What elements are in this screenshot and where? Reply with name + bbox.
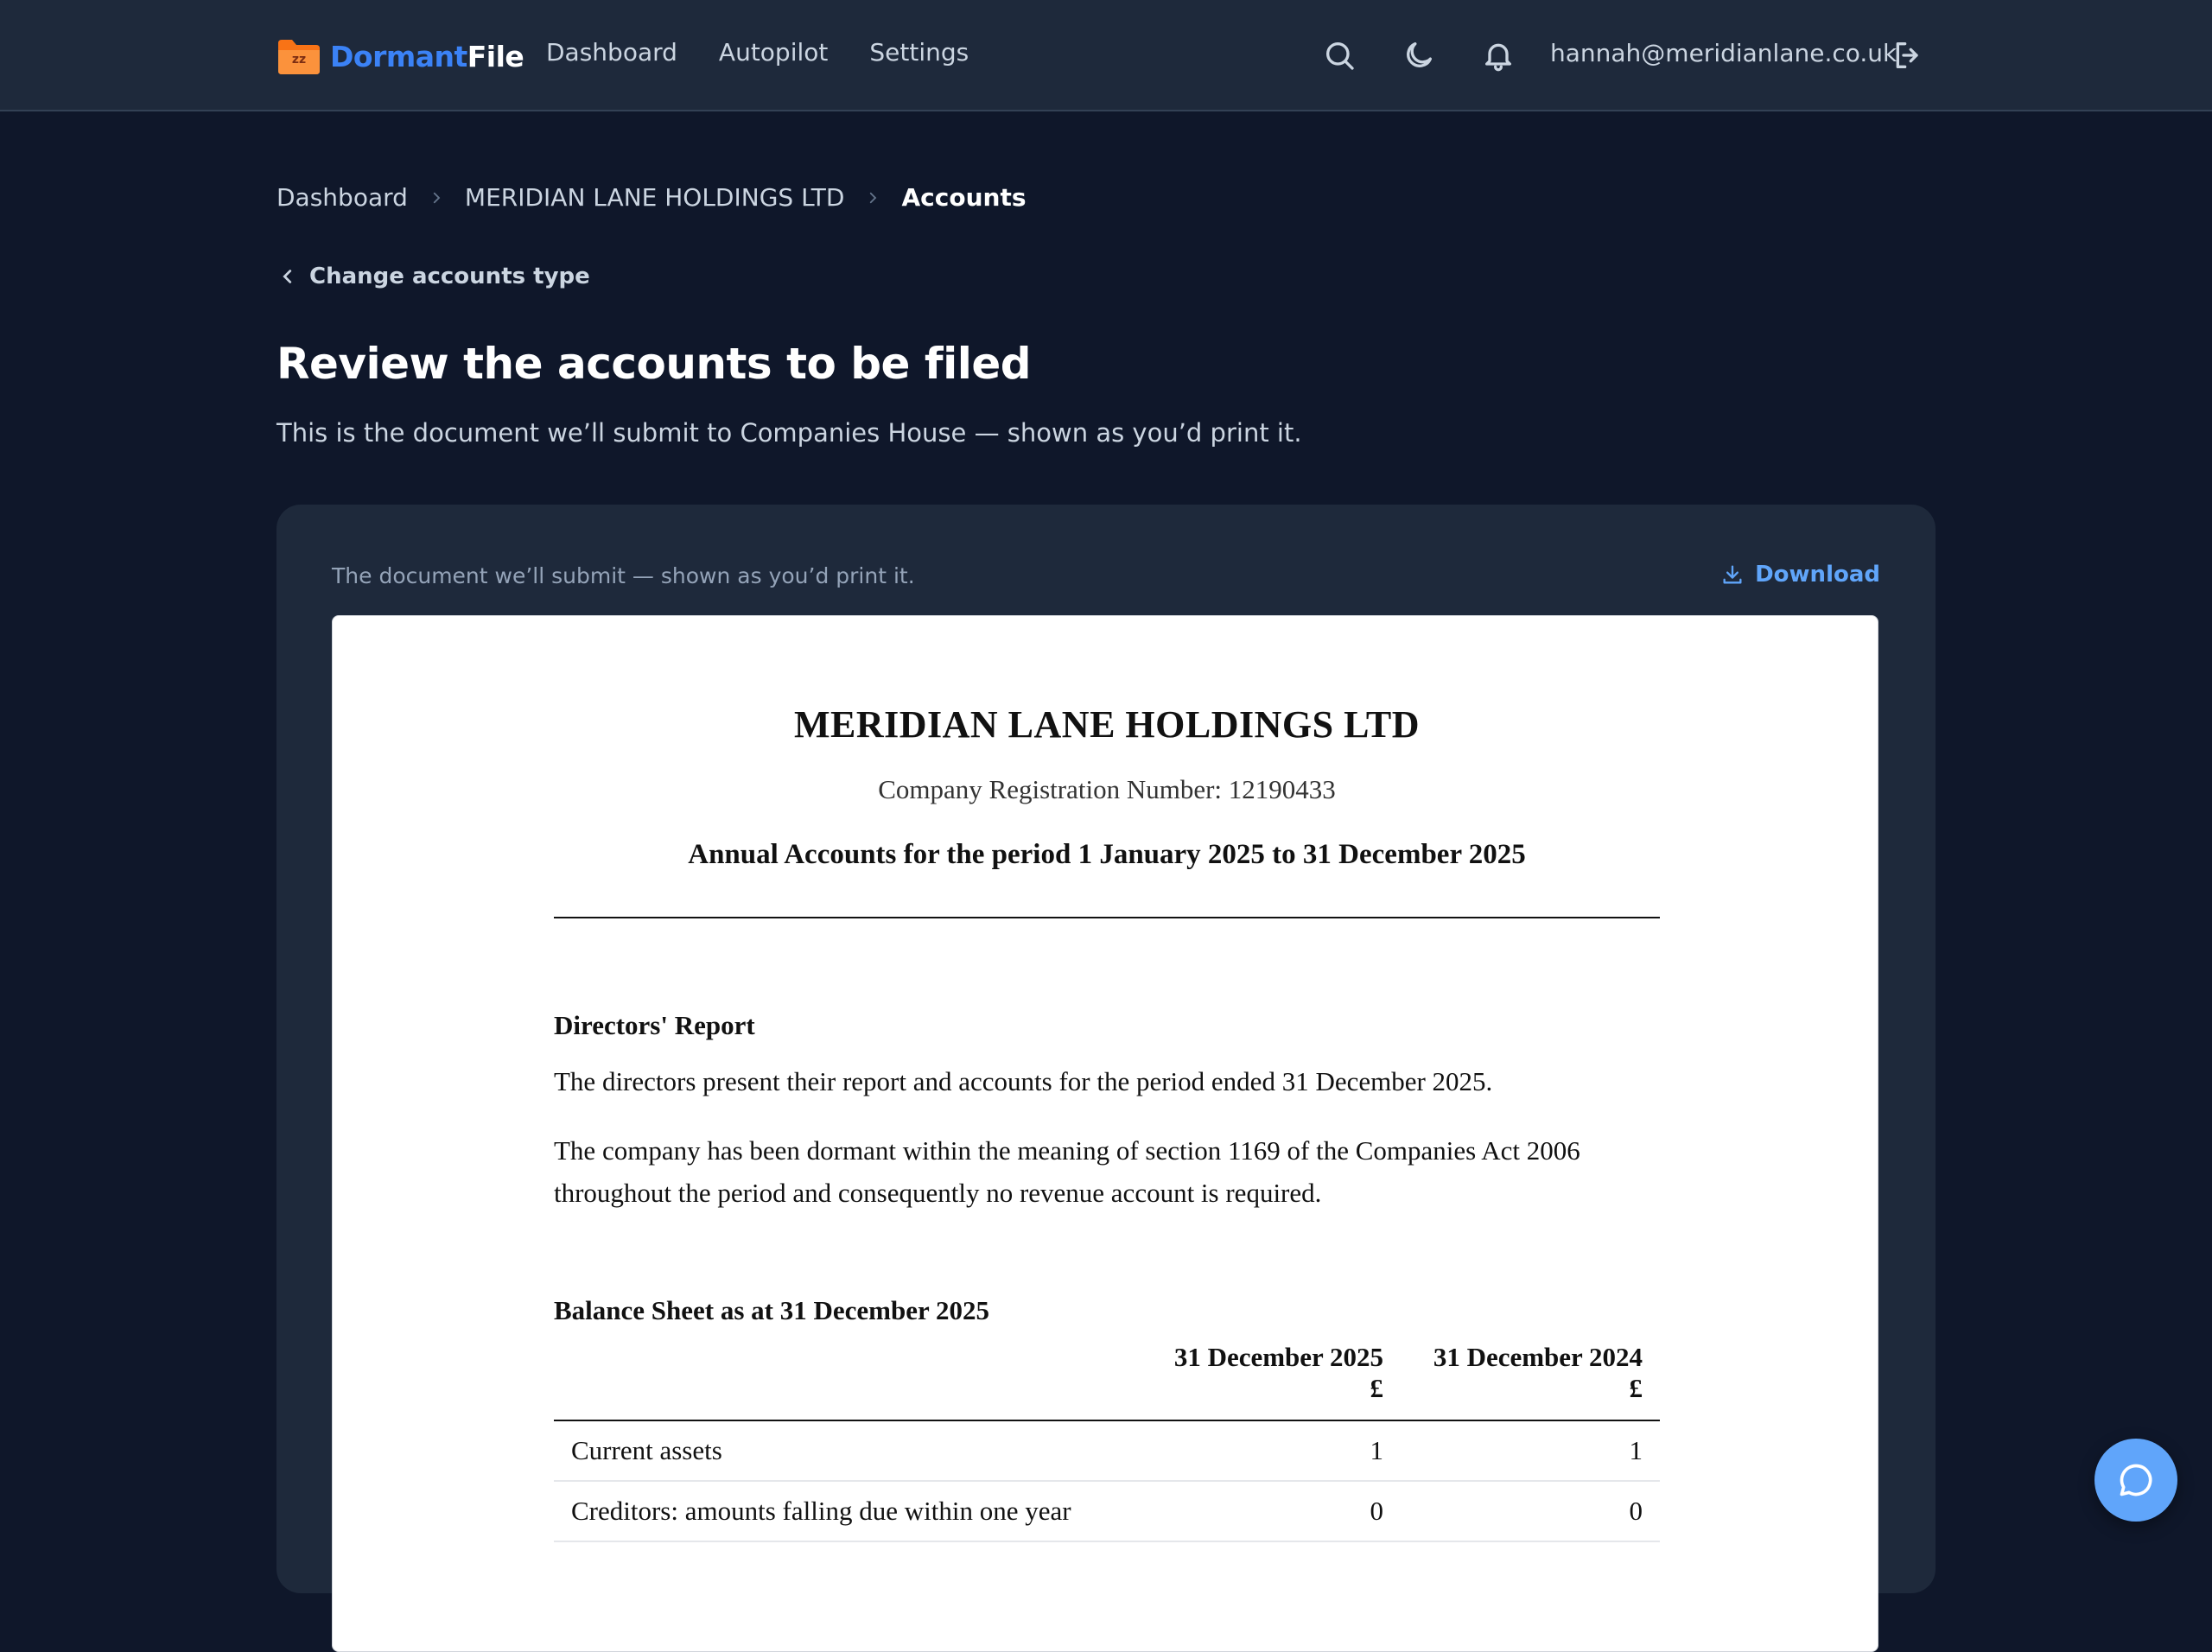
- logout-icon[interactable]: [1891, 38, 1925, 73]
- document-registration-number: Company Registration Number: 12190433: [878, 774, 1336, 804]
- moon-icon[interactable]: [1402, 38, 1436, 73]
- back-link-label: Change accounts type: [309, 264, 590, 289]
- logo[interactable]: [276, 35, 524, 78]
- folder-logo-icon: [276, 36, 321, 76]
- download-icon: [1720, 562, 1745, 587]
- table-header-2025: 31 December 2025 £: [1141, 1342, 1401, 1420]
- panel-caption: The document we’ll submit — shown as you’d print it.: [332, 563, 915, 588]
- change-accounts-type-link[interactable]: [278, 264, 590, 289]
- page-title: Review the accounts to be filed: [276, 339, 1032, 389]
- table-row: [554, 1481, 1660, 1541]
- table-header-2024: 31 December 2024 £: [1401, 1342, 1660, 1420]
- breadcrumb-current: Accounts: [901, 183, 1027, 212]
- nav-settings[interactable]: Settings: [869, 38, 969, 67]
- balance-sheet-table: [554, 1342, 1660, 1542]
- row-value-2025: 1: [1141, 1420, 1401, 1481]
- document-preview-panel: [276, 505, 1936, 1593]
- download-button[interactable]: [1720, 562, 1880, 588]
- chevron-left-icon: [278, 267, 297, 286]
- main-nav: [546, 38, 1010, 67]
- chat-button[interactable]: [2094, 1439, 2177, 1522]
- nav-autopilot[interactable]: Autopilot: [718, 38, 829, 67]
- document-company-name: MERIDIAN LANE HOLDINGS LTD: [793, 703, 1421, 746]
- document-divider: [554, 917, 1660, 918]
- row-value-2025: 0: [1141, 1481, 1401, 1541]
- bell-icon[interactable]: [1481, 38, 1516, 73]
- breadcrumb: [276, 183, 1027, 212]
- breadcrumb-company[interactable]: MERIDIAN LANE HOLDINGS LTD: [464, 183, 845, 212]
- balance-sheet-heading: Balance Sheet as at 31 December 2025: [554, 1295, 989, 1325]
- row-value-2024: 1: [1401, 1420, 1660, 1481]
- row-value-2024: 0: [1401, 1481, 1660, 1541]
- page-subtitle: This is the document we’ll submit to Companies House — shown as you’d print it.: [276, 418, 1302, 448]
- document-period: Annual Accounts for the period 1 January 2025 to 31 December 2025: [688, 839, 1526, 870]
- directors-report-paragraph-1: The directors present their report and accounts for the period ended 31 December 2025.: [554, 1066, 1493, 1096]
- table-header-row: [554, 1342, 1660, 1420]
- row-label: Creditors: amounts falling due within one year: [554, 1481, 1141, 1541]
- nav-dashboard[interactable]: Dashboard: [546, 38, 677, 67]
- svg-text:zz: zz: [291, 53, 307, 67]
- search-icon[interactable]: [1322, 38, 1357, 73]
- breadcrumb-dashboard[interactable]: Dashboard: [276, 183, 408, 212]
- top-navigation-bar: [0, 0, 2212, 111]
- logo-wordmark: DormantFile: [330, 39, 524, 73]
- directors-report-paragraph-2: The company has been dormant within the meaning of section 1169 of the Companies Act 2006 throughout the period and consequently no revenue account is required.: [554, 1135, 1580, 1208]
- download-label: Download: [1755, 562, 1880, 588]
- table-header-label: [554, 1342, 1141, 1420]
- chevron-right-icon: [429, 190, 444, 206]
- chat-bubble-icon: [2117, 1461, 2155, 1499]
- row-label: Current assets: [554, 1420, 1141, 1481]
- table-row: [554, 1420, 1660, 1481]
- directors-report-heading: Directors' Report: [554, 1010, 755, 1040]
- accounts-document: [332, 615, 1878, 1652]
- user-email: hannah@meridianlane.co.uk: [1550, 39, 1897, 67]
- chevron-right-icon: [865, 190, 880, 206]
